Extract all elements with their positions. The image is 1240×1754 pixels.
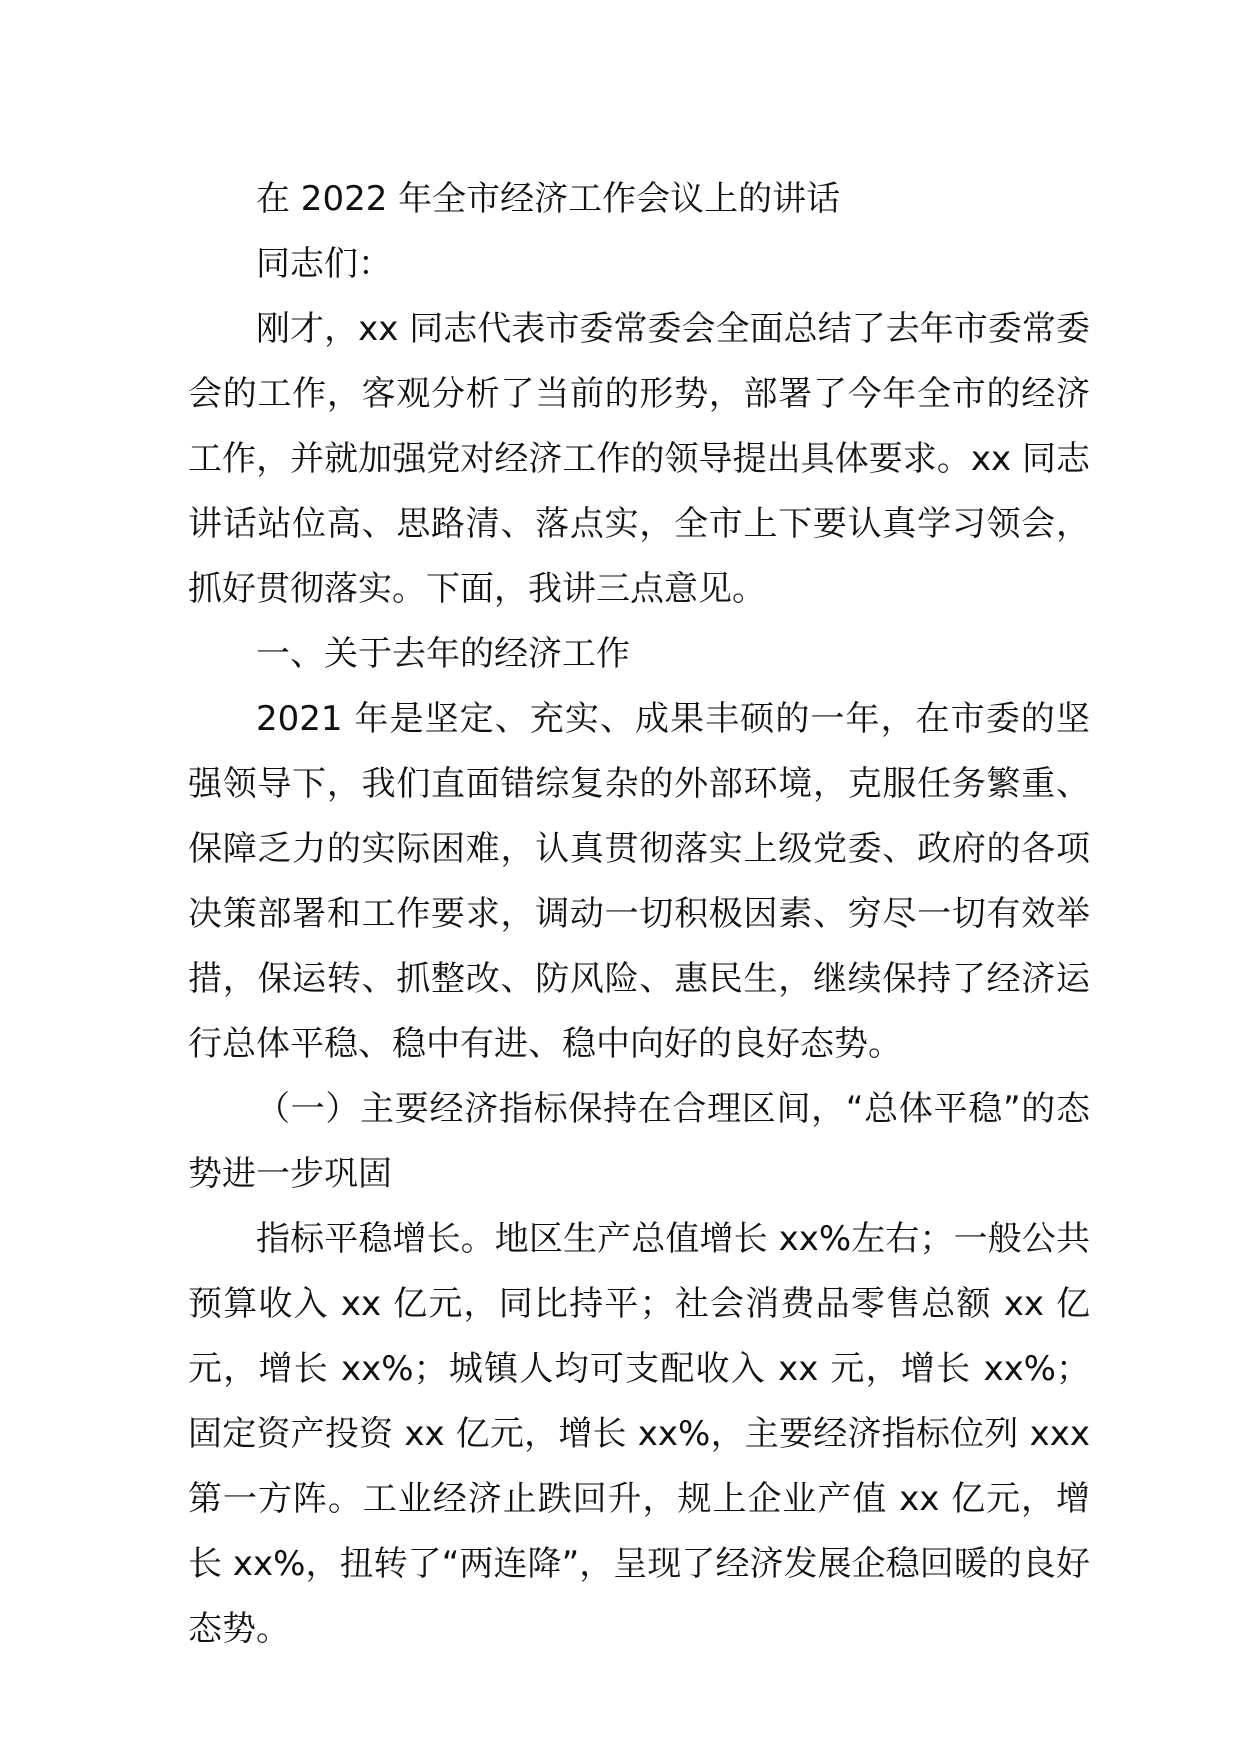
- salutation: 同志们：: [256, 244, 392, 284]
- document-title: 在 2022 年全市经济工作会议上的讲话: [256, 179, 841, 219]
- paragraph-opening: 刚才，xx 同志代表市委常委会全面总结了去年市委常委会的工作，客观分析了当前的形势，部署了今年全市的经济工作，并就加强党对经济工作的领导提出具体要求。xx 同志讲话站位高、思路清、落点实，全市上下要认真学习领会，抓好贯彻落实。下面，我讲三点意见。: [188, 309, 1090, 609]
- section-heading-1: 一、关于去年的经济工作: [256, 634, 630, 674]
- document-body: [188, 167, 1090, 1662]
- paragraph-review-2021: 2021 年是坚定、充实、成果丰硕的一年，在市委的坚强领导下，我们直面错综复杂的外部环境，克服任务繁重、保障乏力的实际困难，认真贯彻落实上级党委、政府的各项决策部署和工作要求，调动一切积极因素、穷尽一切有效举措，保运转、抓整改、防风险、惠民生，继续保持了经济运行总体平稳、稳中有进、稳中向好的良好态势。: [188, 699, 1090, 1064]
- paragraph-indicators: 指标平稳增长。地区生产总值增长 xx%左右；一般公共预算收入 xx 亿元，同比持平；社会消费品零售总额 xx 亿元，增长 xx%；城镇人均可支配收入 xx 元，增长 xx%；固定资产投资 xx 亿元，增长 xx%，主要经济指标位列 xxx 第一方阵。工业经济止跌回升，规上企业产值 xx 亿元，增长 xx%，扭转了“两连降”，呈现了经济发展企稳回暖的良好态势。: [188, 1219, 1090, 1649]
- subsection-heading-1: （一）主要经济指标保持在合理区间，“总体平稳”的态势进一步巩固: [188, 1089, 1090, 1194]
